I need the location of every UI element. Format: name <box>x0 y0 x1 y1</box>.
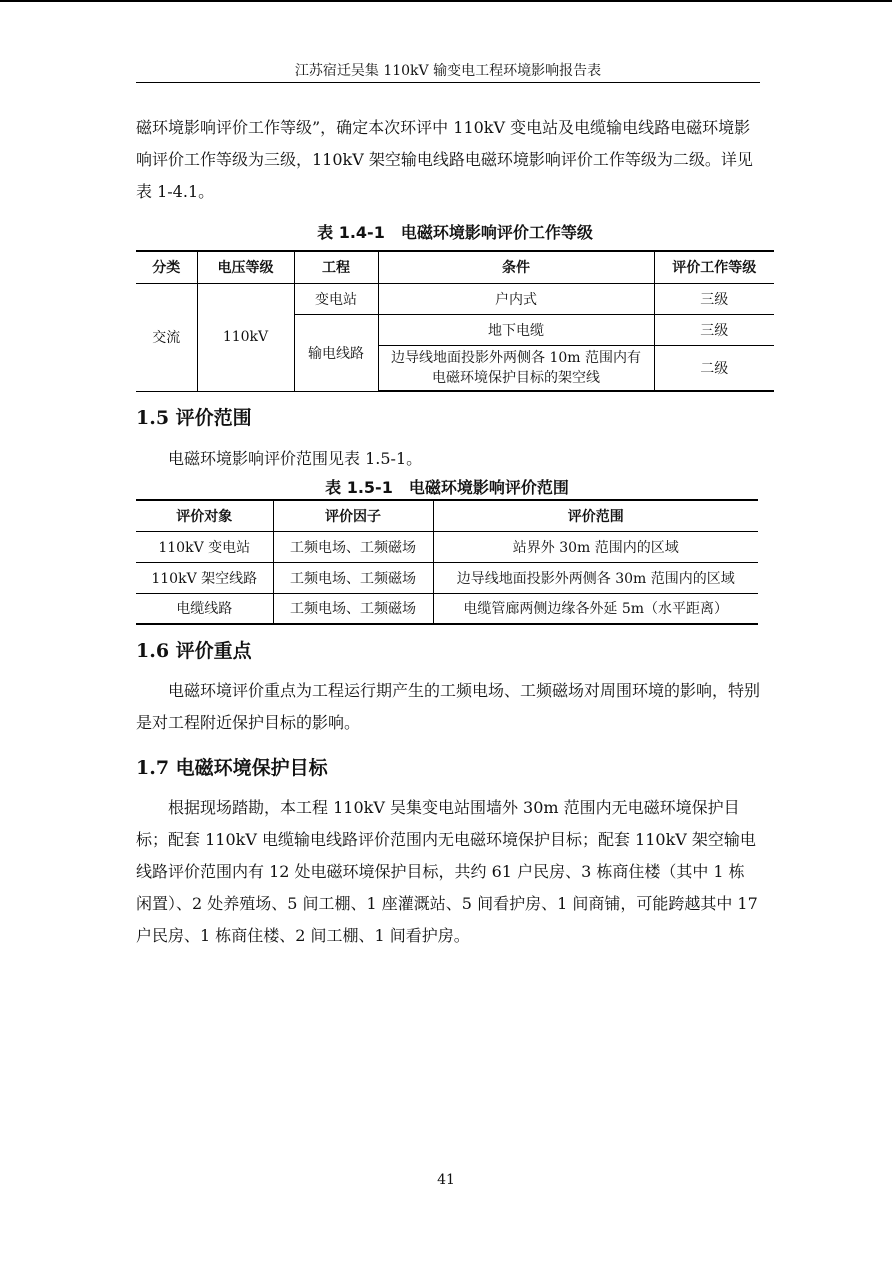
table1-caption: 表 1.4-1 电磁环境影响评价工作等级 <box>317 223 593 242</box>
cell-object: 110kV 架空线路 <box>136 562 273 593</box>
table-row <box>136 593 758 624</box>
cell-category: 交流 <box>136 283 197 391</box>
header-level: 评价工作等级 <box>654 251 774 283</box>
header-scope: 评价范围 <box>433 500 758 531</box>
header-category: 分类 <box>136 251 197 283</box>
header-condition: 条件 <box>378 251 654 283</box>
table-evaluation-scope <box>136 499 758 625</box>
cell-factor: 工频电场、工频磁场 <box>273 562 433 593</box>
cell-condition: 户内式 <box>378 283 654 314</box>
header-factor: 评价因子 <box>273 500 433 531</box>
page-number: 41 <box>437 1172 455 1188</box>
cell-condition: 地下电缆 <box>378 314 654 345</box>
section-heading-1-5: 1.5 评价范围 <box>136 407 252 429</box>
table-row <box>136 283 774 314</box>
table2-caption: 表 1.5-1 电磁环境影响评价范围 <box>325 478 569 497</box>
top-border-line <box>0 0 892 2</box>
cell-condition: 边导线地面投影外两侧各 10m 范围内有电磁环境保护目标的架空线 <box>378 345 654 391</box>
section-1-5-text: 电磁环境影响评价范围见表 1.5-1。 <box>168 449 423 468</box>
cell-level: 三级 <box>654 314 774 345</box>
cell-factor: 工频电场、工频磁场 <box>273 531 433 562</box>
header-rule <box>136 82 760 83</box>
cell-voltage: 110kV <box>197 283 294 391</box>
header-object: 评价对象 <box>136 500 273 531</box>
cell-substation: 变电站 <box>294 283 378 314</box>
cell-object: 电缆线路 <box>136 593 273 624</box>
table-evaluation-level <box>136 250 774 392</box>
cell-line: 输电线路 <box>294 314 378 391</box>
table-header-row <box>136 251 774 283</box>
cell-scope: 边导线地面投影外两侧各 30m 范围内的区域 <box>433 562 758 593</box>
section-1-6-text: 电磁环境评价重点为工程运行期产生的工频电场、工频磁场对周围环境的影响，特别是对工程附近保护目标的影响。 <box>136 681 761 732</box>
section-heading-1-6: 1.6 评价重点 <box>136 640 252 662</box>
cell-level: 二级 <box>654 345 774 391</box>
cell-factor: 工频电场、工频磁场 <box>273 593 433 624</box>
table-header-row <box>136 500 758 531</box>
table-row <box>136 531 758 562</box>
header-voltage: 电压等级 <box>197 251 294 283</box>
intro-paragraph: 磁环境影响评价工作等级”，确定本次环评中 110kV 变电站及电缆输电线路电磁环境影响评价工作等级为三级，110kV 架空输电线路电磁环境影响评价工作等级为二级。详见表 1-4.1。 <box>136 118 753 201</box>
cell-level: 三级 <box>654 283 774 314</box>
section-heading-1-7: 1.7 电磁环境保护目标 <box>136 757 328 779</box>
section-1-7-text: 根据现场踏勘，本工程 110kV 吴集变电站围墙外 30m 范围内无电磁环境保护目标；配套 110kV 电缆输电线路评价范围内无电磁环境保护目标；配套 110kV 架空输电线路评价范围内有 12 处电磁环境保护目标，共约 61 户民房、3 栋商住楼（其中 1 栋闲置）、2 处养殖场、5 间工棚、1 座灌溉站、5 间看护房、1 间商铺，可能跨越其中 17 户民房、1 栋商住楼、2 间工棚、1 间看护房。 <box>136 798 758 945</box>
cell-scope: 站界外 30m 范围内的区域 <box>433 531 758 562</box>
table-row <box>136 562 758 593</box>
running-header: 江苏宿迁吴集 110kV 输变电工程环境影响报告表 <box>294 63 602 79</box>
cell-scope: 电缆管廊两侧边缘各外延 5m（水平距离） <box>433 593 758 624</box>
header-project: 工程 <box>294 251 378 283</box>
cell-object: 110kV 变电站 <box>136 531 273 562</box>
